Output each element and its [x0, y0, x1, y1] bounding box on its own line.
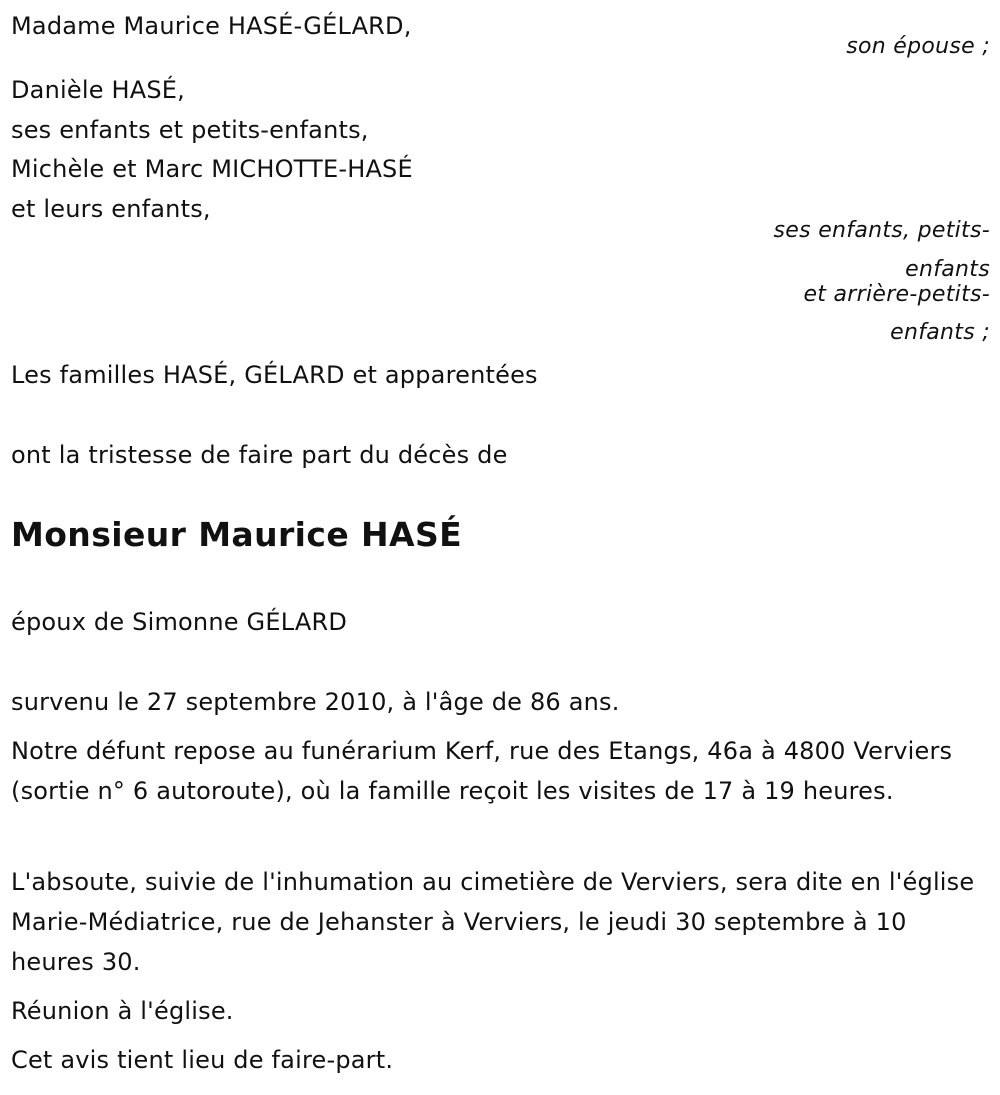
ceremony-paragraph: L'absoute, suivie de l'inhumation au cimetière de Verviers, sera dite en l'église Marie-Médiatrice, rue de Jehanster à Verviers, le jeudi 30 septembre à 10 heures 30.: [11, 868, 975, 976]
deceased-name: Monsieur Maurice HASÉ: [11, 515, 463, 554]
intro-line: ont la tristesse de faire part du décès de: [11, 441, 508, 469]
child-1-family: ses enfants et petits-enfants,: [11, 116, 369, 144]
spouse-name: Madame Maurice HASÉ-GÉLARD,: [11, 12, 412, 40]
child-1-name: Danièle HASÉ,: [11, 76, 185, 104]
meeting-line: Réunion à l'église.: [11, 997, 234, 1025]
death-info: survenu le 27 septembre 2010, à l'âge de 86 ans.: [11, 688, 620, 716]
children-role-line-1: ses enfants, petits-: [773, 218, 990, 243]
child-2-name: Michèle et Marc MICHOTTE-HASÉ: [11, 155, 413, 183]
rest-place-paragraph: Notre défunt repose au funérarium Kerf, rue des Etangs, 46a à 4800 Verviers (sortie n° 6 autoroute), où la famille reçoit les visites de 17 à 19 heures.: [11, 737, 953, 805]
child-2-family: et leurs enfants,: [11, 195, 211, 223]
children-role-line-2: enfants: [905, 257, 990, 282]
spouse-of-line: époux de Simonne GÉLARD: [11, 608, 347, 636]
children-role-line-4: enfants ;: [890, 320, 990, 345]
spouse-role: son épouse ;: [846, 34, 990, 59]
families-line: Les familles HASÉ, GÉLARD et apparentées: [11, 361, 538, 389]
notice-line: Cet avis tient lieu de faire-part.: [11, 1046, 394, 1074]
children-role-line-3: et arrière-petits-: [803, 282, 990, 307]
